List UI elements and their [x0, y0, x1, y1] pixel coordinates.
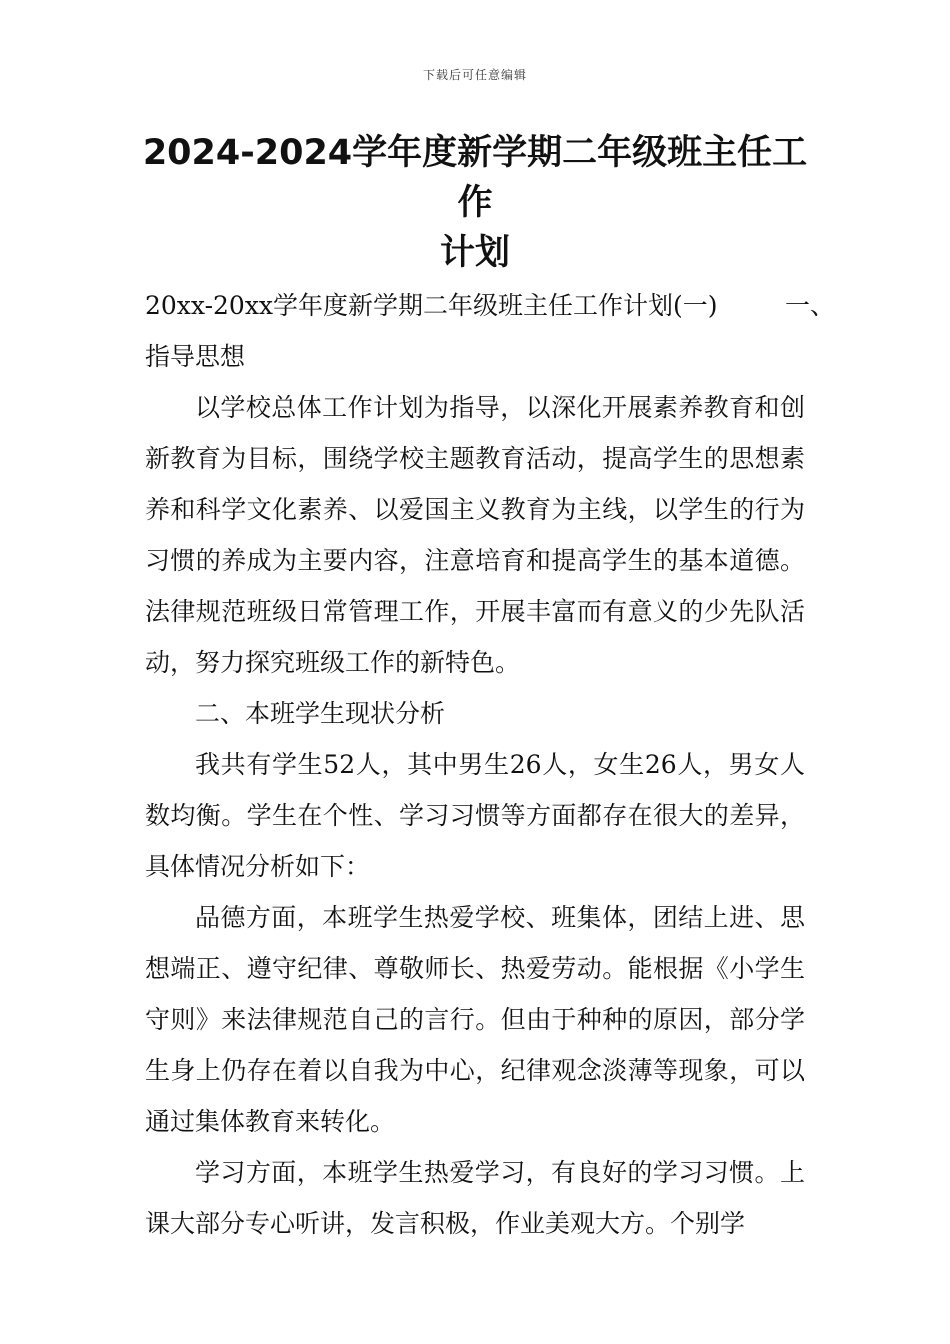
title-line-1: 2024-2024学年度新学期二年级班主任工作 — [142, 133, 808, 223]
intro-line — [145, 280, 835, 331]
paragraph-student-count: 我共有学生52人，其中男生26人，女生26人，男女人数均衡。学生在个性、学习习惯等方面都存在很大的差异，具体情况分析如下： — [145, 750, 805, 881]
header-note: 下载后可任意编辑 — [422, 68, 527, 82]
section-number-1: 一、 — [784, 291, 835, 320]
paragraph-moral-aspect: 品德方面，本班学生热爱学校、班集体，团结上进、思想端正、遵守纪律、尊敬师长、热爱劳动。能根据《小学生守则》来法律规范自己的言行。但由于种种的原因，部分学生身上仍存在着以自我为中心，纪律观念淡薄等现象，可以通过集体教育来转化。 — [145, 903, 805, 1136]
paragraph-study-aspect: 学习方面，本班学生热爱学习，有良好的学习习惯。上课大部分专心听讲，发言积极，作业美观大方。个别学 — [145, 1158, 805, 1238]
title-line-2: 计划 — [439, 233, 510, 273]
paragraph-guiding-ideology: 以学校总体工作计划为指导，以深化开展素养教育和创新教育为目标，围绕学校主题教育活动，提高学生的思想素养和科学文化素养、以爱国主义教育为主线，以学生的行为习惯的养成为主要内容，注意培育和提高学生的基本道德。法律规范班级日常管理工作，开展丰富而有意义的少先队活动，努力探究班级工作的新特色。 — [145, 393, 805, 677]
intro-subtitle: 20xx-20xx学年度新学期二年级班主任工作计划(一) — [145, 291, 718, 320]
document-body — [145, 280, 835, 1249]
section-heading-guiding-ideology: 指导思想 — [145, 342, 246, 371]
document-title — [130, 128, 820, 278]
section-heading-class-analysis: 二、本班学生现状分析 — [195, 699, 446, 728]
